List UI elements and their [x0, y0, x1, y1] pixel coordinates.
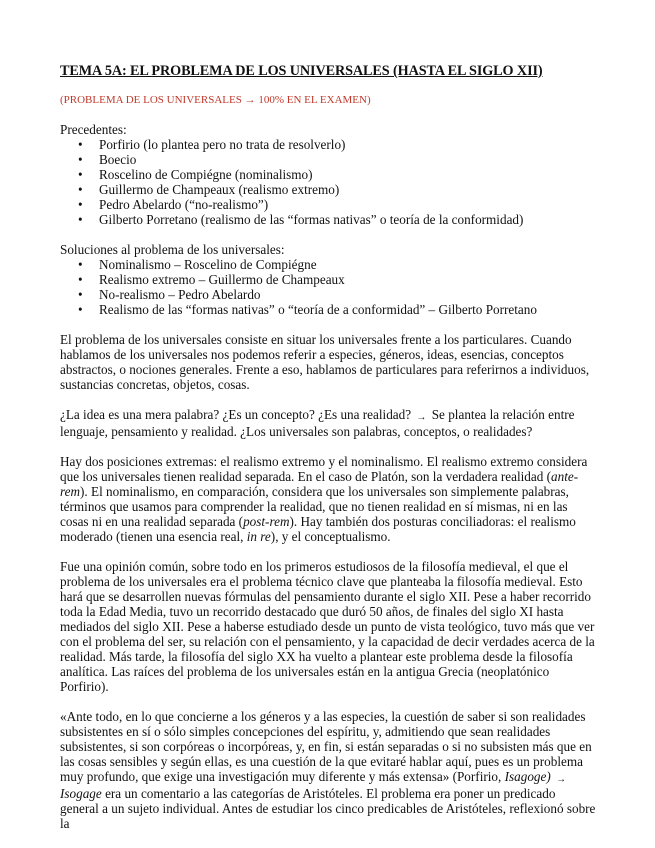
questions-followup: Se plantea la relación entre lenguaje, pensamiento y realidad. ¿Los universales son palabras, conceptos, o realidades? [60, 407, 575, 439]
document-title: TEMA 5A: EL PROBLEMA DE LOS UNIVERSALES (HASTA EL SIGLO XII) [60, 63, 543, 79]
list-item: • Pedro Abelardo (“no-realismo”) [99, 197, 597, 212]
italic-term: post-rem [243, 514, 290, 529]
arrow-right-icon: → [416, 412, 427, 423]
list-item: • Guillermo de Champeaux (realismo extremo) [99, 182, 597, 197]
list-item: • Roscelino de Compiégne (nominalismo) [99, 167, 597, 182]
quote-text: «Ante todo, en lo que concierne a los géneros y a las especies, la cuestión de saber si son realidades subsistentes en sí o sólo simples concepciones del espíritu, y, admitiendo que sean realidades subsistentes, si son corpóreas o incorpóreas, y, en fin, si están separadas o si no subsisten más que en las cosas sensibles y según ellas, es una cuestión de la que evitaré hablar aquí, pues es un problema muy profundo, que exige una investigación muy diferente y más extensa» (Porfirio, [60, 709, 592, 784]
list-item: • Realismo de las “formas nativas” o “teoría de a conformidad” – Gilberto Porretano [99, 302, 597, 317]
list-item: • Nominalismo – Roscelino de Compiégne [99, 257, 597, 272]
list-item: • Porfirio (lo plantea pero no trata de resolverlo) [99, 137, 597, 152]
soluciones-list [60, 257, 597, 317]
text-run: ), y el conceptualismo. [270, 529, 391, 544]
questions-text: ¿La idea es una mera palabra? ¿Es un concepto? ¿Es una realidad? [60, 407, 412, 422]
text-run: ). Hay también dos posturas conciliadoras: el realismo moderado (tienen una esencia real, [60, 514, 576, 544]
list-item: • Boecio [99, 152, 597, 167]
paragraph-quote [60, 709, 597, 831]
list-item: • No-realismo – Pedro Abelardo [99, 287, 597, 302]
text-run: ). El nominalismo, en comparación, considera que los universales son simplemente palabras, términos que usamos para comprender la realidad, que no tienen realidad en sí mismas, ni en las cosas ni en una realidad separada ( [60, 484, 569, 529]
paragraph-positions [60, 454, 597, 544]
italic-term: Isogage [60, 786, 102, 801]
precedentes-label: Precedentes: [60, 122, 127, 137]
text-run: era un comentario a las categorías de Aristóteles. El problema era poner un predicado general a un sujeto individual. Antes de estudiar los cinco predicables de Aristóteles, reflexionó sobre la [60, 786, 596, 831]
soluciones-label: Soluciones al problema de los universales: [60, 242, 285, 257]
italic-term: ante-rem [60, 469, 579, 499]
text-run: Hay dos posiciones extremas: el realismo extremo y el nominalismo. El realismo extremo considera que los universales tienen realidad separada. En el caso de Platón, son la verdadera realidad ( [60, 454, 588, 484]
italic-term: Isagoge) [504, 769, 551, 784]
italic-term: in re [246, 529, 271, 544]
exam-note: (PROBLEMA DE LOS UNIVERSALES → 100% EN EL EXAMEN) [60, 94, 371, 106]
arrow-right-icon: → [556, 774, 567, 785]
paragraph-definition: El problema de los universales consiste en situar los universales frente a los particulares. Cuando hablamos de los universales nos podemos referir a especies, géneros, ideas, esencias, conceptos abstractos, o nociones generales. Frente a eso, hablamos de particulares para referirnos a individuos, sustancias concretas, objetos, cosas. [60, 332, 590, 392]
precedentes-list [60, 137, 597, 227]
paragraph-questions [60, 407, 597, 439]
list-item: • Gilberto Porretano (realismo de las “formas nativas” o teoría de la conformidad) [99, 212, 597, 227]
paragraph-history: Fue una opinión común, sobre todo en los primeros estudiosos de la filosofía medieval, el que el problema de los universales era el problema técnico clave que planteaba la filosofía medieval. Esto hará que se desarrollen nuevas fórmulas del pensamiento durante el siglo XII. Pese a haber recorrido toda la Edad Media, tuvo un recorrido destacado que duró 50 años, de finales del siglo XI hasta mediados del siglo XII. Pese a haberse estudiado desde un punto de vista teológico, tuvo más que ver con el problema del ser, su relación con el pensamiento, y la capacidad de decir verdades acerca de la realidad. Más tarde, la filosofía del siglo XX ha vuelto a plantear este problema desde la filosofía analítica. Las raíces del problema de los universales están en la antigua Grecia (neoplatónico Porfirio). [60, 559, 595, 694]
list-item: • Realismo extremo – Guillermo de Champeaux [99, 272, 597, 287]
